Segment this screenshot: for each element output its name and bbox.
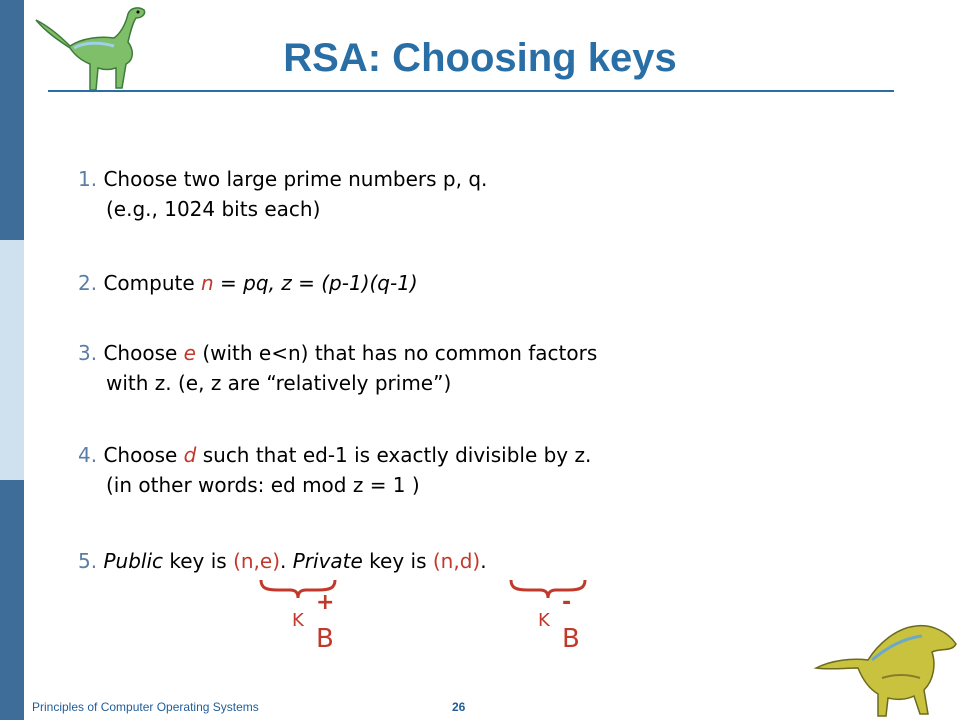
- var-e: e: [183, 341, 196, 365]
- public-key-value: (n,e): [233, 549, 281, 573]
- step-text: = pq, z = (p-1)(q-1): [213, 271, 418, 295]
- dinosaur-logo-icon: [30, 2, 150, 94]
- step-3: [78, 338, 597, 398]
- key-superscript: -: [562, 590, 572, 615]
- step-text: Choose: [103, 443, 184, 467]
- page-number: 26: [452, 700, 466, 714]
- step-text-line2: (in other words: ed mod z = 1 ): [106, 473, 420, 497]
- step-number: 3.: [78, 341, 98, 365]
- sidebar-segment-top: [0, 0, 24, 240]
- slide-title: RSA: Choosing keys: [283, 36, 677, 80]
- key-superscript: +: [316, 590, 335, 615]
- step-2: [78, 268, 418, 298]
- step-text: Compute: [103, 271, 202, 295]
- private-key-value: (n,d): [432, 549, 481, 573]
- step-text: (with e<n) that has no common factors: [195, 341, 598, 365]
- key-subscript: B: [562, 624, 580, 654]
- step-number: 5.: [78, 549, 98, 573]
- step-text: .: [280, 549, 293, 573]
- step-text: Choose: [103, 341, 184, 365]
- step-number: 4.: [78, 443, 98, 467]
- key-subscript: B: [316, 624, 334, 654]
- step-text: .: [480, 549, 487, 573]
- var-n: n: [201, 271, 214, 295]
- public-word: Public: [103, 549, 163, 573]
- step-text: key is: [362, 549, 433, 573]
- step-1: [78, 164, 487, 224]
- step-number: 2.: [78, 271, 98, 295]
- public-key-symbol: [290, 590, 350, 660]
- sidebar-decoration: [0, 0, 24, 720]
- footer-course-title: Principles of Computer Operating Systems: [32, 700, 259, 714]
- sidebar-segment-bottom: [0, 480, 24, 720]
- private-key-symbol: [536, 590, 596, 660]
- step-text: Choose two large prime numbers p, q.: [103, 167, 488, 191]
- step-text: key is: [163, 549, 234, 573]
- var-d: d: [183, 443, 197, 467]
- private-word: Private: [292, 549, 363, 573]
- step-text: such that ed-1 is exactly divisible by z.: [196, 443, 592, 467]
- key-k: K: [538, 610, 550, 631]
- step-number: 1.: [78, 167, 98, 191]
- key-k: K: [292, 610, 304, 631]
- dinosaur-corner-icon: [812, 608, 960, 718]
- step-5: [78, 546, 487, 576]
- step-4: [78, 440, 591, 500]
- title-underline: [48, 90, 894, 92]
- step-text-line2: (e.g., 1024 bits each): [106, 197, 321, 221]
- sidebar-segment-middle: [0, 240, 24, 480]
- step-text-line2: with z. (e, z are “relatively prime”): [106, 371, 452, 395]
